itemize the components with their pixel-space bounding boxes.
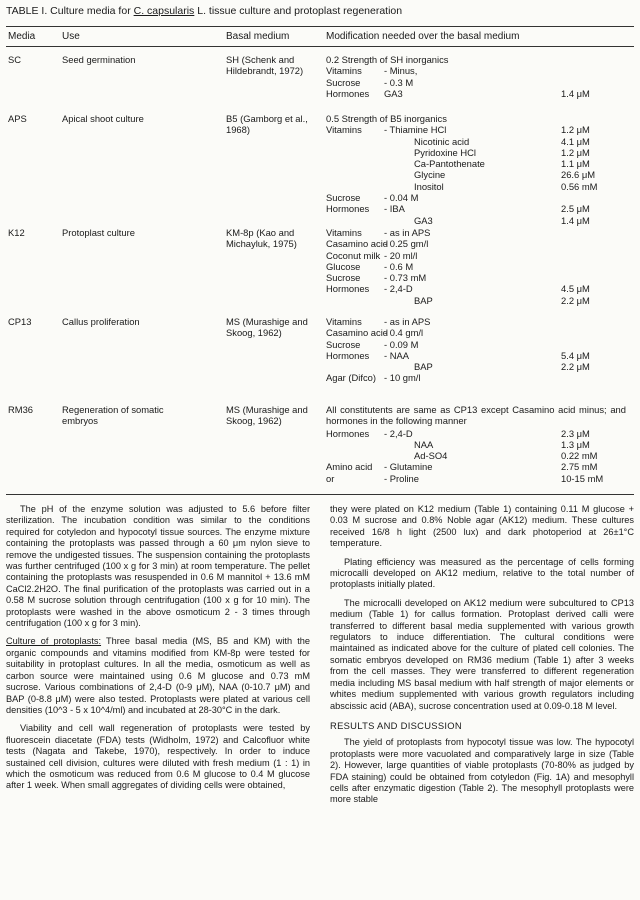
header-basal: Basal medium <box>226 31 290 42</box>
component-value: - 0.6 M <box>384 260 414 272</box>
paragraph: Plating efficiency was measured as the percentage of cells forming microcalli developed on AK12 medium, relative to the total number of protoplasts initially plated. <box>330 556 634 590</box>
component-amount: 0.22 mM <box>561 450 598 462</box>
component-value: NAA <box>414 438 434 450</box>
component-value: Ad-SO4 <box>414 450 448 462</box>
modification-line <box>326 361 626 372</box>
component-value: - 20 ml/l <box>384 249 418 261</box>
media-use: Callus proliferation <box>62 316 140 327</box>
component-value: - 0.73 mM <box>384 272 427 284</box>
component-amount: 0.56 mM <box>561 180 598 192</box>
component-value: 0.2 Strength of SH inorganics <box>326 54 449 65</box>
basal-medium: KM-8p (Kao and Michayluk, 1975) <box>226 227 297 250</box>
modification-line <box>326 158 626 169</box>
media-code: APS <box>8 113 27 124</box>
component-label: Vitamins <box>326 124 362 136</box>
component-value: Ca-Pantothenate <box>414 158 485 170</box>
component-label: Vitamins <box>326 316 362 327</box>
table-header-row <box>0 31 640 44</box>
media-code: SC <box>8 54 22 65</box>
component-label: Hormones <box>326 427 370 439</box>
basal-medium: MS (Murashige and Skoog, 1962) <box>226 316 308 339</box>
component-amount: 2.2 μM <box>561 294 590 306</box>
component-value: - 0.09 M <box>384 338 419 350</box>
paragraph: The pH of the enzyme solution was adjusted to 5.6 before filter sterilization. The incubation condition was similar to the conditions required for cotyledon and hypocotyl tissue sources. The enzyme mixture containing the protoplasts was passed through a 60 μm nylon sieve to remove the undigested tissues. The suspension containing the protoplasts was further centrifuged (100 x g for 3 min) at room temperature. The pellet containing the protoplasts was resuspended in 0.6 M mannitol + 13.6 mM CaCl2.2H2O. The final purification of the protoplasts was carried out in a 0.58 M sucrose solution through centrifugation (100 x g for 10 min). The protoplasts were washed in the above osmoticum 2 - 3 times through centrifugation (100 x g for 3 min). <box>6 504 310 629</box>
table-caption-species: C. capsularis <box>133 5 195 17</box>
component-label: Glucose <box>326 260 361 272</box>
component-label: Casamino acid <box>326 238 389 250</box>
paragraph: The microcalli developed on AK12 medium were subcultured to CP13 medium (Table 1) for callus formation. Protoplast derived calli were transferred to different basal media supplemented with various growth regulators to induce differentiation. The cultural conditions were maintained as indicated above for the culture of plated cell colonies. The somatic embryos developed on RM36 medium (Table 1) after 3 weeks from the cell masses. They were transferred to different regeneration media including MS basal medium with half strength of major elements or whites medium supplemented with various growth regulators including abscissic acid (ABA), sucrose concentration used at 0.09-0.18 M level. <box>330 597 634 711</box>
modification-line <box>326 147 626 158</box>
component-value: - as in APS <box>384 316 431 327</box>
modification-note: All constitutents are same as CP13 except Casamino acid minus; and hormones in the following manner <box>326 404 626 427</box>
component-amount: 1.2 μM <box>561 146 590 158</box>
component-amount: 1.2 μM <box>561 124 590 136</box>
component-label: Hormones <box>326 283 370 295</box>
modification-line <box>326 316 626 327</box>
component-amount: 4.1 μM <box>561 135 590 147</box>
modification-line <box>326 227 626 238</box>
modification-line <box>326 450 626 461</box>
media-code: K12 <box>8 227 25 238</box>
basal-medium: SH (Schenk and Hildebrandt, 1972) <box>226 54 304 77</box>
table-caption <box>6 5 634 17</box>
component-label: Sucrose <box>326 76 361 88</box>
modification-list <box>326 316 626 384</box>
component-value: Pyridoxine HCl <box>414 146 476 158</box>
paragraph: they were plated on K12 medium (Table 1) containing 0.11 M glucose + 0.03 M sucrose and 0.8% Noble agar (AK12) medium. These cultures received 16/8 h light (2500 lux) and dark photoperiod at 26±1°C temperature. <box>330 504 634 549</box>
media-code: RM36 <box>8 404 34 415</box>
component-value: GA3 <box>414 214 433 226</box>
component-amount: 10-15 mM <box>561 472 604 484</box>
modification-line <box>326 124 626 135</box>
component-label: Hormones <box>326 349 370 361</box>
table-top-rule <box>6 26 634 27</box>
modification-line <box>326 461 626 472</box>
component-amount: 1.4 μM <box>561 214 590 226</box>
modification-line <box>326 238 626 249</box>
modification-list <box>326 54 626 99</box>
modification-list <box>326 404 626 484</box>
media-use: Seed germination <box>62 54 136 65</box>
component-label: Sucrose <box>326 192 361 204</box>
component-value: - 10 gm/l <box>384 372 421 384</box>
modification-line <box>326 473 626 484</box>
modification-line <box>326 77 626 88</box>
component-label: Vitamins <box>326 65 362 77</box>
component-value: - 2,4-D <box>384 283 413 295</box>
header-modification: Modification needed over the basal medium <box>326 31 520 42</box>
modification-list <box>326 227 626 306</box>
modification-line <box>326 54 626 65</box>
modification-line <box>326 372 626 383</box>
modification-line <box>326 295 626 306</box>
component-value: - Thiamine HCl <box>384 124 447 136</box>
media-use: Protoplast culture <box>62 227 135 238</box>
component-label: Coconut milk <box>326 249 381 261</box>
modification-line <box>326 88 626 99</box>
body-right-column <box>330 504 634 813</box>
component-value: - NAA <box>384 349 410 361</box>
modification-line <box>326 215 626 226</box>
component-value: - 0.3 M <box>384 76 414 88</box>
modification-line <box>326 261 626 272</box>
component-amount: 5.4 μM <box>561 349 590 361</box>
media-code: CP13 <box>8 316 32 327</box>
modification-line <box>326 428 626 439</box>
component-value: GA3 <box>384 87 403 99</box>
component-amount: 2.5 μM <box>561 203 590 215</box>
header-media: Media <box>8 31 36 42</box>
basal-medium: MS (Murashige and Skoog, 1962) <box>226 404 308 427</box>
modification-line <box>326 350 626 361</box>
basal-medium: B5 (Gamborg et al., 1968) <box>226 113 308 136</box>
component-value: - IBA <box>384 203 405 215</box>
component-label: Amino acid <box>326 461 373 473</box>
modification-line <box>326 250 626 261</box>
modification-line <box>326 169 626 180</box>
modification-line <box>326 65 626 76</box>
modification-list <box>326 113 626 226</box>
component-value: - 0.4 gm/l <box>384 327 424 339</box>
table-bottom-rule <box>6 494 634 495</box>
component-label: or <box>326 472 335 484</box>
modification-line <box>326 203 626 214</box>
component-label: Hormones <box>326 203 370 215</box>
component-value: - 2,4-D <box>384 427 413 439</box>
component-value: Glycine <box>414 169 446 181</box>
component-value: - 0.04 M <box>384 192 419 204</box>
modification-line <box>326 339 626 350</box>
component-value: - Proline <box>384 472 419 484</box>
table-header-rule <box>6 46 634 47</box>
component-amount: 1.4 μM <box>561 87 590 99</box>
modification-line <box>326 272 626 283</box>
media-use: Apical shoot culture <box>62 113 144 124</box>
modification-line <box>326 283 626 294</box>
paragraph: The yield of protoplasts from hypocotyl tissue was low. The hypocotyl protoplasts were more vacuolated and comparatively large in size (Table 2). However, large quantities of viable protoplasts (70-80% as judged by FDA staining) could be obtained from cotyledon (Fig. 1A) and mesophyll cells after enzymatic digestion (Table 2). The mesophyll protoplasts were more stable <box>330 737 634 805</box>
component-label: Hormones <box>326 87 370 99</box>
media-use: Regeneration of somatic embryos <box>62 404 164 427</box>
component-value: - Glutamine <box>384 461 433 473</box>
component-value: Inositol <box>414 180 444 192</box>
component-label: Casamino acid <box>326 327 389 339</box>
component-amount: 2.2 μM <box>561 361 590 373</box>
component-label: Agar (Difco) <box>326 372 377 384</box>
modification-line <box>326 181 626 192</box>
component-label: Vitamins <box>326 227 362 238</box>
component-amount: 1.3 μM <box>561 438 590 450</box>
component-amount: 1.1 μM <box>561 158 590 170</box>
table-caption-prefix: TABLE I. Culture media for <box>6 5 134 17</box>
section-heading-culture: Culture of protoplasts: <box>6 636 102 647</box>
component-value: - Minus, <box>384 65 418 77</box>
modification-line <box>326 113 626 124</box>
component-value: - as in APS <box>384 227 431 238</box>
component-label: Sucrose <box>326 272 361 284</box>
modification-line <box>326 136 626 147</box>
modification-line <box>326 439 626 450</box>
component-value: 0.5 Strength of B5 inorganics <box>326 113 447 124</box>
component-amount: 26.6 μM <box>561 169 596 181</box>
component-value: BAP <box>414 361 433 373</box>
component-label: Sucrose <box>326 338 361 350</box>
component-value: BAP <box>414 294 433 306</box>
component-value: Nicotinic acid <box>414 135 470 147</box>
modification-line <box>326 192 626 203</box>
component-value: - 0.25 gm/l <box>384 238 429 250</box>
component-amount: 2.75 mM <box>561 461 598 473</box>
paragraph: Viability and cell wall regeneration of protoplasts were tested by fluorescein diacetate (FDA) tests (Widholm, 1972) and Calcofluor white tests (Nagata and Takebe, 1970), respectively. In order to induce sustained cell division, cultures were diluted with fresh medium (1 : 1) in which the osmoticum was reduced from 0.6 M glucose to 0.4 M glucose after 1 week. When small aggregates of dividing cells were obtained, <box>6 723 310 791</box>
header-use: Use <box>62 31 80 42</box>
paragraph: Culture of protoplasts: Three basal media (MS, B5 and KM) with the organic compounds and vitamins modified from KM-8p were tested for suitability in protoplast cultures. In all the media, osmoticum as well as carbon source were maintained using 0.6 M glucose and 0.73 mM sucrose. Various combinations of 2,4-D (0-9 μM), NAA (0-10.7 μM) and BAP (0-8.8 μM) were also tested. Protoplasts were plated at various cell densities (10^3 - 5 x 10^4/ml) and incubated at 28-30°C in the dark. <box>6 636 310 715</box>
section-heading-results: RESULTS AND DISCUSSION <box>330 719 462 731</box>
table-caption-suffix: L. tissue culture and protoplast regeneration <box>194 5 403 17</box>
component-amount: 2.3 μM <box>561 427 590 439</box>
body-left-column <box>6 504 310 799</box>
modification-line <box>326 327 626 338</box>
component-amount: 4.5 μM <box>561 283 590 295</box>
